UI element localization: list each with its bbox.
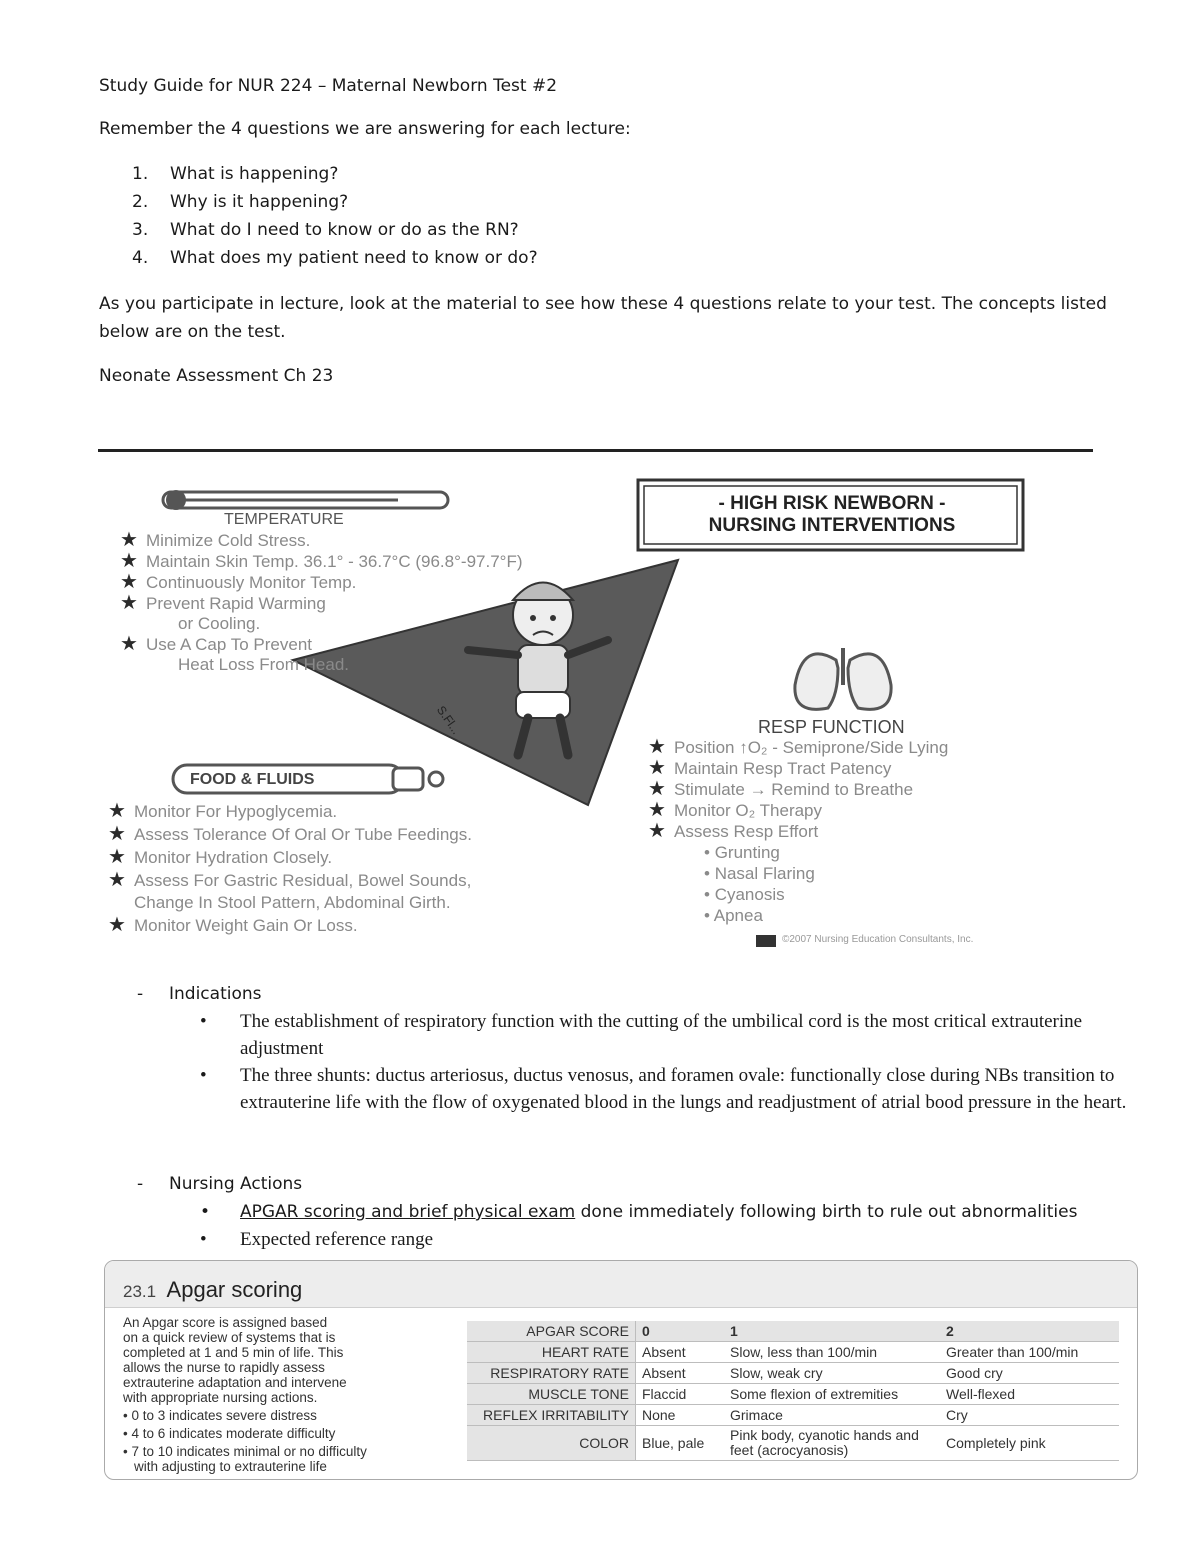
list-item: ★ Continuously Monitor Temp. <box>120 571 357 593</box>
artist-signature: S.Fl... <box>433 703 464 737</box>
star-icon: ★ <box>108 846 126 868</box>
apgar-table-wrap <box>467 1321 1119 1461</box>
thermometer-icon <box>163 490 448 510</box>
list-item: • Apnea <box>704 906 763 925</box>
apgar-table <box>467 1321 1119 1461</box>
star-icon: ★ <box>108 800 126 822</box>
intro-text: Remember the 4 questions we are answering for each lecture: <box>99 119 631 139</box>
lungs-icon <box>795 648 891 709</box>
publisher-logo-icon <box>756 935 776 947</box>
star-icon: ★ <box>648 736 666 758</box>
indications-list <box>200 1008 1130 1116</box>
star-icon: ★ <box>120 571 138 593</box>
table-row: RESPIRATORY RATE Absent Slow, weak cry Good cry <box>467 1363 1119 1384</box>
apgar-description: An Apgar score is assigned based on a quick review of systems that is completed at 1 and 5 min of life. This allows the nurse to rapidly assess extrauterine adaptation and intervene with appropriate nursing actions. • 0 to 3 indicates severe distress • 4 to 6 indicates moderate difficulty • 7 to 10 indicates minimal or no difficulty with adjusting to extrauterine life <box>123 1315 367 1474</box>
indications-heading: - Indications <box>137 984 262 1004</box>
resp-function-list <box>648 737 948 926</box>
star-icon: ★ <box>120 592 138 614</box>
list-item: • Cyanosis <box>704 885 785 904</box>
list-item: ★ Position ↑O₂ - Semiprone/Side Lying <box>648 736 949 758</box>
star-icon: ★ <box>120 529 138 551</box>
list-item: • APGAR scoring and brief physical exam done immediately following birth to rule out abnormalities <box>200 1202 1078 1222</box>
star-icon: ★ <box>108 914 126 936</box>
star-icon: ★ <box>648 757 666 779</box>
list-item: 3. What do I need to know or do as the RN? <box>132 220 519 240</box>
table-row: APGAR SCORE 0 1 2 <box>467 1321 1119 1342</box>
list-item: • 7 to 10 indicates minimal or no difficulty <box>123 1444 367 1459</box>
list-item: ★ Use A Cap To Prevent <box>120 633 313 655</box>
list-item: ★ Stimulate → Remind to Breathe <box>648 778 914 800</box>
list-item: ★ Monitor Hydration Closely. <box>108 846 333 868</box>
list-item: Heat Loss From Head. <box>178 655 350 674</box>
list-item: ★ Monitor O₂ Therapy <box>648 799 823 821</box>
star-icon: ★ <box>108 869 126 891</box>
document-title: Study Guide for NUR 224 – Maternal Newborn Test #2 <box>99 76 558 96</box>
temperature-list <box>120 530 523 675</box>
nursing-interventions-figure <box>98 470 1093 960</box>
list-item: • 4 to 6 indicates moderate difficulty <box>123 1426 336 1441</box>
list-item: or Cooling. <box>178 614 261 633</box>
list-item: Change In Stool Pattern, Abdominal Girth. <box>134 893 451 912</box>
temperature-title: TEMPERATURE <box>224 511 344 528</box>
star-icon: ★ <box>108 823 126 845</box>
list-item: ★ Minimize Cold Stress. <box>120 529 311 551</box>
list-item: • Grunting <box>704 843 780 862</box>
table-row: COLOR Blue, pale Pink body, cyanotic hands and feet (acrocyanosis) Completely pink <box>467 1426 1119 1461</box>
section-title: Neonate Assessment Ch 23 <box>99 366 334 386</box>
copyright-notice: ©2007 Nursing Education Consultants, Inc. <box>782 934 974 945</box>
list-item: • The three shunts: ductus arteriosus, ductus venosus, and foramen ovale: functionally close during NBs transition to extrauterine life with the flow of oxygenated blood in the lungs and readjustment of atrial bood pressure in the heart. <box>200 1065 1127 1113</box>
list-item: ★ Assess Tolerance Of Oral Or Tube Feedings. <box>108 823 472 845</box>
list-item: • Nasal Flaring <box>704 864 815 883</box>
star-icon: ★ <box>648 820 666 842</box>
star-icon: ★ <box>120 633 138 655</box>
list-item: ★ Maintain Resp Tract Patency <box>648 757 892 779</box>
instruction-paragraph: As you participate in lecture, look at the material to see how these 4 questions relate to your test. The concepts listed below are on the test. <box>99 294 1107 342</box>
question-list <box>132 160 538 272</box>
list-item: 1. What is happening? <box>132 164 339 184</box>
star-icon: ★ <box>648 778 666 800</box>
nursing-actions-heading: - Nursing Actions <box>137 1174 303 1194</box>
list-item: ★ Monitor For Hypoglycemia. <box>108 800 338 822</box>
list-item: ★ Assess For Gastric Residual, Bowel Sounds, <box>108 869 472 891</box>
horizontal-rule <box>98 449 1093 452</box>
apgar-title: Apgar scoring <box>166 1277 303 1302</box>
list-item: ★ Maintain Skin Temp. 36.1° - 36.7°C (96.8°-97.7°F) <box>120 550 523 572</box>
apgar-header <box>105 1261 1137 1308</box>
list-item: ★ Assess Resp Effort <box>648 820 819 842</box>
list-item: • 0 to 3 indicates severe distress <box>123 1408 317 1423</box>
apgar-underlined-text: APGAR scoring and brief physical exam <box>240 1202 576 1222</box>
table-row: MUSCLE TONE Flaccid Some flexion of extremities Well-flexed <box>467 1384 1119 1405</box>
apgar-scoring-box <box>104 1260 1138 1480</box>
food-fluids-list <box>108 800 472 937</box>
figure-title: - HIGH RISK NEWBORN - NURSING INTERVENTIONS <box>708 493 956 536</box>
food-fluids-title: FOOD & FLUIDS <box>190 771 315 788</box>
star-icon: ★ <box>120 550 138 572</box>
table-row: REFLEX IRRITABILITY None Grimace Cry <box>467 1405 1119 1426</box>
apgar-number: 23.1 <box>123 1282 157 1301</box>
list-item: ★ Monitor Weight Gain Or Loss. <box>108 914 358 936</box>
resp-function-title: RESP FUNCTION <box>758 717 905 737</box>
list-item: • Expected reference range <box>200 1229 434 1250</box>
list-item: 4. What does my patient need to know or do? <box>132 248 538 268</box>
list-item: 2. Why is it happening? <box>132 192 349 212</box>
star-icon: ★ <box>648 799 666 821</box>
list-item: • The establishment of respiratory function with the cutting of the umbilical cord is the most critical extrauterine adjustment <box>200 1011 1083 1059</box>
table-row: HEART RATE Absent Slow, less than 100/min Greater than 100/min <box>467 1342 1119 1363</box>
list-item: ★ Prevent Rapid Warming <box>120 592 326 614</box>
nursing-actions-list <box>200 1198 1130 1253</box>
